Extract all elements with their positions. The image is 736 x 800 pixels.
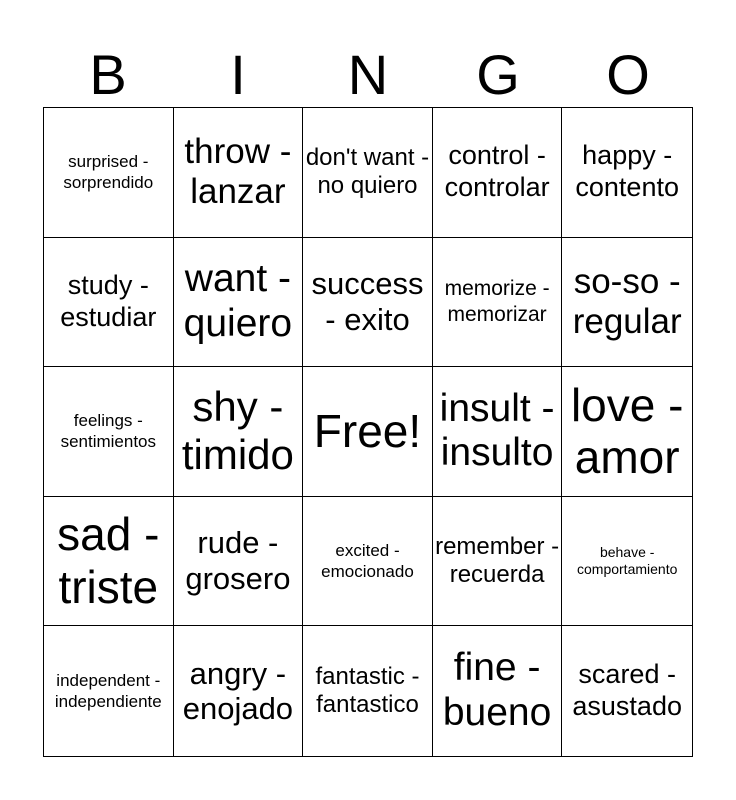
bingo-cell[interactable]: [562, 367, 692, 497]
cell-text: fine - bueno: [442, 646, 552, 735]
bingo-board: [43, 107, 693, 757]
cell-text: fantastic - fantastico: [315, 662, 420, 719]
bingo-cell[interactable]: [44, 367, 174, 497]
cell-text: sad - triste: [57, 508, 160, 614]
free-space[interactable]: [303, 367, 433, 497]
header-letter-o: O: [606, 43, 650, 106]
cell-text: excited - emocionado: [321, 540, 414, 582]
bingo-cell[interactable]: [433, 238, 563, 368]
cell-text: feelings - sentimientos: [60, 411, 157, 452]
bingo-cell[interactable]: [174, 497, 304, 627]
cell-text: behave - comportamiento: [577, 543, 678, 578]
bingo-cell[interactable]: [44, 497, 174, 627]
bingo-cell[interactable]: [562, 497, 692, 627]
bingo-cell[interactable]: [433, 497, 563, 627]
cell-text: independent - independiente: [54, 670, 162, 712]
cell-text: surprised - sorprendido: [63, 152, 154, 193]
bingo-cell[interactable]: [433, 367, 563, 497]
cell-text: remember - recuerda: [435, 532, 560, 589]
cell-text: control - controlar: [444, 140, 550, 203]
bingo-cell[interactable]: [44, 626, 174, 756]
free-space-text: Free!: [313, 405, 422, 458]
bingo-header: [43, 42, 693, 108]
cell-text: study - estudiar: [60, 270, 157, 332]
header-letter-b: B: [89, 43, 127, 106]
bingo-cell[interactable]: [303, 238, 433, 368]
bingo-cell[interactable]: [562, 108, 692, 238]
bingo-cell[interactable]: [433, 108, 563, 238]
cell-text: happy - contento: [575, 140, 679, 203]
header-letter-g: G: [476, 43, 520, 106]
cell-text: scared - asustado: [572, 659, 682, 722]
bingo-cell[interactable]: [303, 108, 433, 238]
header-letter-n: N: [347, 43, 389, 106]
cell-text: rude - grosero: [185, 525, 291, 597]
cell-text: throw - lanzar: [184, 132, 292, 212]
cell-text: shy - timido: [181, 383, 294, 479]
cell-text: insult - insulto: [439, 386, 555, 475]
cell-text: success - exito: [311, 266, 424, 337]
bingo-cell[interactable]: [303, 497, 433, 627]
cell-text: love - amor: [570, 378, 684, 484]
bingo-cell[interactable]: [174, 238, 304, 368]
bingo-cell[interactable]: [44, 108, 174, 238]
cell-text: so-so - regular: [572, 261, 682, 341]
cell-text: memorize - memorizar: [444, 277, 550, 326]
cell-text: don't want - no quiero: [305, 143, 430, 200]
cell-text: want - quiero: [183, 257, 293, 345]
bingo-cell[interactable]: [174, 367, 304, 497]
bingo-cell[interactable]: [303, 626, 433, 756]
bingo-cell[interactable]: [433, 626, 563, 756]
bingo-cell[interactable]: [44, 238, 174, 368]
cell-text: angry - enojado: [182, 655, 294, 727]
bingo-cell[interactable]: [562, 238, 692, 368]
bingo-cell[interactable]: [562, 626, 692, 756]
bingo-cell[interactable]: [174, 626, 304, 756]
header-letter-i: I: [230, 43, 246, 106]
bingo-cell[interactable]: [174, 108, 304, 238]
